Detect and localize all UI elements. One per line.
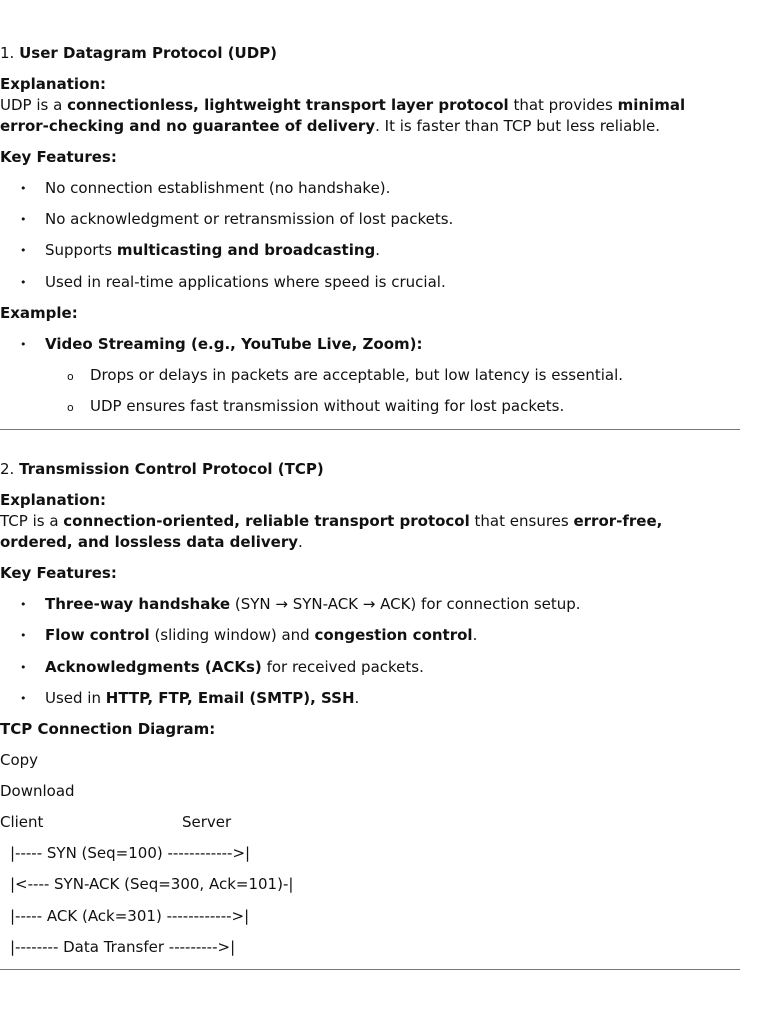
udp-feature-1: No connection establishment (no handshake). [45, 179, 391, 197]
udp-example-sub-2: UDP ensures fast transmission without waiting for lost packets. [90, 397, 565, 415]
tcp-expl-text: that ensures [469, 512, 574, 530]
tcp-feature-text: (sliding window) and [149, 626, 315, 644]
diagram-line-syn: |----- SYN (Seq=100) ------------>| [10, 844, 251, 862]
tcp-expl-bold: ordered, and lossless data delivery [0, 533, 298, 551]
udp-example-item: Video Streaming (e.g., YouTube Live, Zoom): [45, 335, 423, 353]
tcp-explanation-label: Explanation: [0, 491, 107, 509]
copy-button[interactable]: Copy [0, 751, 39, 769]
bullet-icon: • [20, 598, 27, 611]
udp-feature-4: Used in real-time applications where speed is crucial. [45, 273, 446, 291]
tcp-feature-1 [45, 594, 581, 615]
tcp-feature-bold: Acknowledgments (ACKs) [45, 658, 262, 676]
udp-feature-text: . [375, 241, 381, 259]
tcp-key-features-label: Key Features: [0, 564, 117, 582]
bullet-icon: • [20, 661, 27, 674]
tcp-feature-4 [45, 688, 359, 709]
tcp-expl-text: TCP is a [0, 512, 64, 530]
udp-expl-bold: error-checking and no guarantee of delivery [0, 117, 376, 135]
bullet-icon: • [20, 692, 27, 705]
tcp-feature-text: . [354, 689, 360, 707]
udp-feature-text: Supports [45, 241, 117, 259]
udp-expl-bold: connectionless, lightweight transport layer protocol [67, 96, 509, 114]
tcp-feature-text: Used in [45, 689, 106, 707]
bullet-icon: • [20, 276, 27, 289]
tcp-feature-bold: congestion control [314, 626, 473, 644]
tcp-feature-text: . [472, 626, 478, 644]
circle-bullet-icon: o [67, 401, 74, 414]
tcp-feature-bold: HTTP, FTP, Email (SMTP), SSH [105, 689, 355, 707]
udp-heading [0, 43, 277, 64]
tcp-heading-number: 2. [0, 460, 20, 478]
tcp-feature-2 [45, 625, 477, 646]
udp-explanation-label: Explanation: [0, 75, 107, 93]
tcp-expl-text: . [298, 533, 303, 551]
tcp-feature-text: (SYN → SYN-ACK → ACK) for connection setup. [230, 595, 581, 613]
tcp-expl-bold: error-free, [573, 512, 663, 530]
tcp-explanation-line-1 [0, 511, 662, 532]
udp-expl-text: UDP is a [0, 96, 68, 114]
udp-explanation-line-2 [0, 116, 660, 137]
diagram-client-label: Client [0, 813, 44, 831]
tcp-heading [0, 459, 324, 480]
udp-expl-text: . It is faster than TCP but less reliable. [375, 117, 660, 135]
tcp-feature-bold: Flow control [45, 626, 150, 644]
tcp-explanation-line-2 [0, 532, 303, 553]
diagram-line-data-transfer: |-------- Data Transfer --------->| [10, 938, 236, 956]
circle-bullet-icon: o [67, 370, 74, 383]
bullet-icon: • [20, 182, 27, 195]
udp-feature-2: No acknowledgment or retransmission of lost packets. [45, 210, 454, 228]
udp-explanation-line-1 [0, 95, 685, 116]
tcp-feature-text: for received packets. [261, 658, 424, 676]
bullet-icon: • [20, 338, 27, 351]
udp-feature-3 [45, 240, 380, 261]
udp-expl-text: that provides [508, 96, 618, 114]
udp-key-features-label: Key Features: [0, 148, 117, 166]
diagram-server-label: Server [182, 813, 232, 831]
tcp-diagram-label: TCP Connection Diagram: [0, 720, 216, 738]
diagram-line-syn-ack: |<---- SYN-ACK (Seq=300, Ack=101)-| [10, 875, 294, 893]
udp-heading-number: 1. [0, 44, 20, 62]
udp-expl-bold: minimal [617, 96, 686, 114]
section-divider [0, 969, 740, 970]
bullet-icon: • [20, 629, 27, 642]
section-divider [0, 429, 740, 430]
udp-example-sub-1: Drops or delays in packets are acceptable, but low latency is essential. [90, 366, 624, 384]
tcp-heading-title: Transmission Control Protocol (TCP) [19, 460, 324, 478]
bullet-icon: • [20, 213, 27, 226]
udp-feature-bold: multicasting and broadcasting [116, 241, 376, 259]
bullet-icon: • [20, 244, 27, 257]
tcp-feature-3 [45, 657, 424, 678]
diagram-line-ack: |----- ACK (Ack=301) ------------>| [10, 907, 250, 925]
download-button[interactable]: Download [0, 782, 75, 800]
tcp-feature-bold: Three-way handshake [45, 595, 231, 613]
tcp-expl-bold: connection-oriented, reliable transport protocol [63, 512, 470, 530]
udp-example-label: Example: [0, 304, 78, 322]
udp-heading-title: User Datagram Protocol (UDP) [19, 44, 278, 62]
